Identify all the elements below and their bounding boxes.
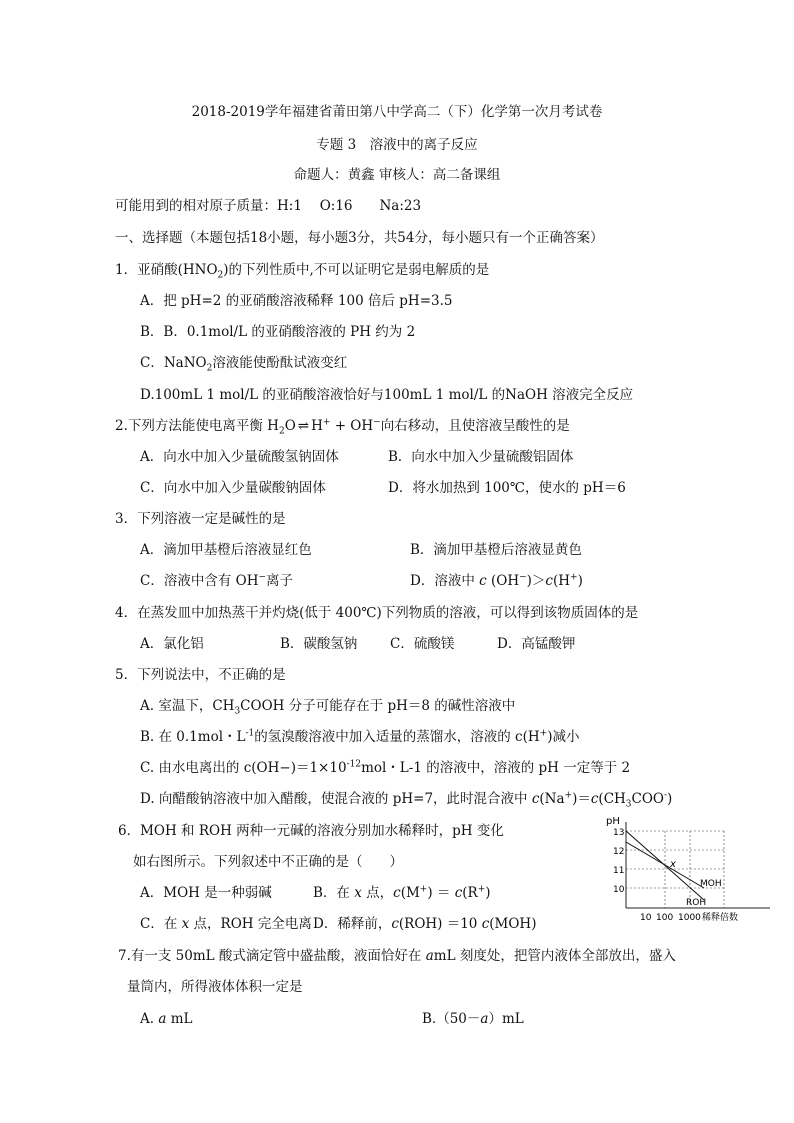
q5-option-a: A. 室温下，$CH_3COOH$ 分子可能存在于 pH＝8 的碱性溶液中	[140, 698, 516, 717]
equilibrium-arrow: ⇌	[297, 418, 310, 434]
q1-option-c: C．NaNO$_2$溶液能使酚酞试液变红	[140, 355, 348, 374]
q4-option-d: D．高锰酸钾	[497, 636, 576, 652]
q6-stem-line1: 6．MOH 和 ROH 两种一元碱的溶液分别加水稀释时，pH 变化	[118, 823, 504, 839]
y-tick-label: 13	[613, 828, 625, 838]
x-axis-label: 稀释倍数	[702, 913, 739, 923]
moh-curve-label: MOH	[700, 879, 722, 889]
q6-option-a: A．MOH 是一种弱碱	[140, 885, 272, 901]
q1-option-b: B．B．0.1mol/L 的亚硝酸溶液的 PH 约为 2	[140, 324, 416, 340]
q5-option-b: B. 在 0.1mol・$L^{-1}$的氢溴酸溶液中加入适量的蒸馏水，溶液的 c(H+)减小	[140, 728, 580, 745]
q6-option-c: C．在 x 点，ROH 完全电离	[140, 916, 312, 932]
q3-option-b: B．滴加甲基橙后溶液显黄色	[410, 542, 582, 558]
q2-option-b: B．向水中加入少量硫酸铝固体	[388, 449, 574, 465]
q2-option-c: C．向水中加入少量碳酸钠固体	[140, 480, 326, 496]
q4-stem: 4．在蒸发皿中加热蒸干并灼烧(低于 400℃)下列物质的溶液，可以得到该物质固体的是	[115, 605, 639, 621]
ph-axis-label: pH	[606, 816, 620, 827]
exam-subtitle: 专题 3 溶液中的离子反应	[316, 137, 478, 153]
q4-option-c: C．硫酸镁	[390, 636, 455, 652]
q5-option-c: C. 由水电离出的 $c(OH-)=1\times 10^{-12}mol$・L-1 的溶液中，溶液的 pH 一定等于 2	[140, 759, 631, 776]
roh-curve	[626, 831, 704, 900]
q7-option-b: B.（50－a）mL	[422, 1011, 524, 1027]
q7-stem-line2: 量筒内，所得液体体积一定是	[127, 979, 303, 995]
intersection-point-label: x	[670, 859, 676, 870]
q4-option-a: A．氯化铝	[140, 636, 204, 652]
q3-option-a: A．滴加甲基橙后溶液显红色	[140, 542, 312, 558]
y-tick-label: 10	[613, 885, 625, 895]
q7-stem-line1: 7.有一支 50mL 酸式滴定管中盛盐酸，液面恰好在 amL 刻度处，把管内液体全部放出，盛入	[118, 948, 676, 964]
x-tick-label: 1000	[678, 913, 701, 923]
q2-stem: 2.下列方法能使电离平衡 $H_2O$ ⇌ H+ + OH−向右移动，且使溶液呈酸性的是	[115, 417, 570, 437]
q2-option-d: D．将水加热到 100℃，使水的 pH＝6	[388, 480, 626, 496]
x-tick-label: 10	[640, 913, 652, 923]
atomic-mass-line: 可能用到的相对原子质量：H:1 O:16 Na:23	[115, 198, 422, 214]
roh-curve-label: ROH	[686, 898, 707, 908]
exam-authors: 命题人：黄鑫 审核人：高二备课组	[293, 167, 501, 183]
q3-stem: 3．下列溶液一定是碱性的是	[115, 511, 286, 527]
q1-stem: 1．亚硝酸$(HNO_2)$的下列性质中,不可以证明它是弱电解质的是	[115, 262, 490, 281]
q6-option-d: D．稀释前，c(ROH) ＝10 c(MOH)	[313, 916, 537, 932]
x-tick-label: 100	[656, 913, 674, 923]
y-tick-label: 12	[613, 847, 625, 857]
q3-option-c: C．溶液中含有 OH−离子	[140, 572, 294, 589]
q5-option-d: D. 向醋酸钠溶液中加入醋酸，使混合液的 pH=7，此时混合液中 $c(Na^+)=c(CH_3COO^-)$	[140, 790, 673, 810]
q1-option-d: D.100mL 1 mol/L 的亚硝酸溶液恰好与100mL 1 mol/L 的NaOH 溶液完全反应	[140, 387, 634, 403]
q1-option-a: A．把 pH=2 的亚硝酸溶液稀释 100 倍后 pH=3.5	[140, 293, 453, 309]
y-tick-label: 11	[613, 866, 625, 876]
q6-option-b: B．在 x 点，c(M+) ＝ c(R+)	[313, 884, 491, 901]
section-heading: 一、选择题（本题包括18小题，每小题3分，共54分，每小题只有一个正确答案）	[115, 230, 604, 246]
q7-option-a: A. a mL	[140, 1011, 193, 1027]
q3-option-d: D．溶液中 c (OH−)＞c(H+)	[410, 572, 583, 589]
q5-stem: 5．下列说法中，不正确的是	[115, 667, 286, 683]
exam-title: 2018-2019学年福建省莆田第八中学高二（下）化学第一次月考试卷	[191, 104, 603, 120]
q2-option-a: A．向水中加入少量硫酸氢钠固体	[140, 449, 339, 465]
q6-stem-line2: 如右图所示。下列叙述中不正确的是（ ）	[133, 854, 403, 870]
q4-option-b: B．碳酸氢钠	[280, 636, 358, 652]
ph-dilution-figure	[600, 812, 780, 930]
